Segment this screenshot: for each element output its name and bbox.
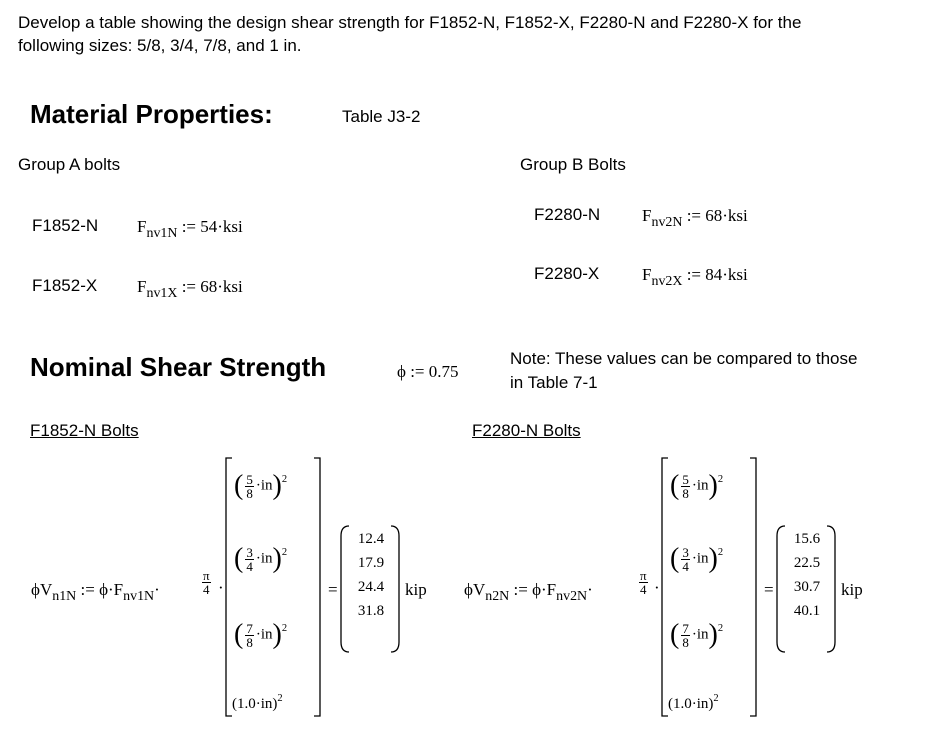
eq1-dot: · (218, 578, 224, 597)
bolt-label-f1852x: F1852-X (32, 276, 98, 295)
note-line-2: in Table 7-1 (510, 373, 598, 392)
eq2-size-4: $(1.0\cdot in)^2$ (668, 692, 719, 712)
fnv1n-definition: $F_{nv1N}$ := 54·ksi (137, 217, 243, 242)
f1852n-bolts-heading: F1852-N Bolts (30, 421, 139, 440)
eq1-results (348, 527, 394, 623)
intro-line-2: following sizes: 5/8, 3/4, 7/8, and 1 in. (18, 36, 302, 55)
nominal-shear-heading: Nominal Shear Strength (30, 352, 327, 382)
group-b-label: Group B Bolts (520, 155, 626, 174)
fnv2x-definition: $F_{nv2X}$ := 84·ksi (642, 265, 748, 290)
eq2-pi-over-4: $\frac{\pi}{4}$ (640, 568, 647, 597)
eq2-result-2: 30.7 (793, 579, 821, 595)
f2280n-bolts-heading: F2280-N Bolts (472, 421, 581, 440)
eq1-size-3: ( $\frac{7}{8}$ ·in)$^2$ (234, 619, 288, 650)
eq2-result-0: 15.6 (793, 531, 821, 547)
eq2-dot: · (654, 578, 660, 597)
eq2-result-1: 22.5 (793, 555, 821, 571)
eq1-lhs: $\phi V_{n1N}$ := $\phi\cdot F_{nv1N}\cdot$ (31, 580, 160, 605)
eq2-unit: kip (841, 580, 863, 599)
eq1-result-1: 17.9 (357, 555, 385, 571)
fnv2n-definition: $F_{nv2N}$ := 68·ksi (642, 206, 748, 231)
eq2-size-2: ( $\frac{3}{4}$ ·in)$^2$ (670, 543, 724, 574)
group-a-label: Group A bolts (18, 155, 121, 174)
eq1-result-2: 24.4 (357, 579, 385, 595)
fnv1x-definition: $F_{nv1X}$ := 68·ksi (137, 277, 243, 302)
eq1-result-0: 12.4 (357, 531, 385, 547)
intro-line-1: Develop a table showing the design shear strength for F1852-N, F1852-X, F2280-N and F2280-X for the (18, 13, 802, 32)
bolt-label-f2280n: F2280-N (534, 205, 601, 224)
note-line-1: Note: These values can be compared to those (510, 349, 858, 368)
eq1-size-1: ( $\frac{5}{8}$ ·in)$^2$ (234, 470, 288, 501)
eq2-equals: = (764, 580, 774, 599)
eq2-size-3: ( $\frac{7}{8}$ ·in)$^2$ (670, 619, 724, 650)
table-reference: Table J3-2 (342, 107, 421, 126)
eq1-size-2: ( $\frac{3}{4}$ ·in)$^2$ (234, 543, 288, 574)
bolt-label-f1852n: F1852-N (32, 216, 99, 235)
phi-definition: ϕ := 0.75 (397, 362, 459, 381)
eq1-unit: kip (405, 580, 427, 599)
eq2-results (784, 527, 830, 623)
eq2-result-3: 40.1 (793, 603, 821, 619)
eq1-size-4: $(1.0\cdot in)^2$ (232, 692, 283, 712)
eq1-result-3: 31.8 (357, 603, 385, 619)
bolt-label-f2280x: F2280-X (534, 264, 600, 283)
eq2-lhs: $\phi V_{n2N}$ := $\phi\cdot F_{nv2N}\cdot$ (464, 580, 593, 605)
eq1-equals: = (328, 580, 338, 599)
problem-statement (18, 11, 801, 57)
note (510, 347, 857, 395)
eq1-pi-over-4: $\frac{\pi}{4}$ (203, 568, 210, 597)
eq2-size-1: ( $\frac{5}{8}$ ·in)$^2$ (670, 470, 724, 501)
material-properties-heading: Material Properties: (30, 99, 273, 129)
